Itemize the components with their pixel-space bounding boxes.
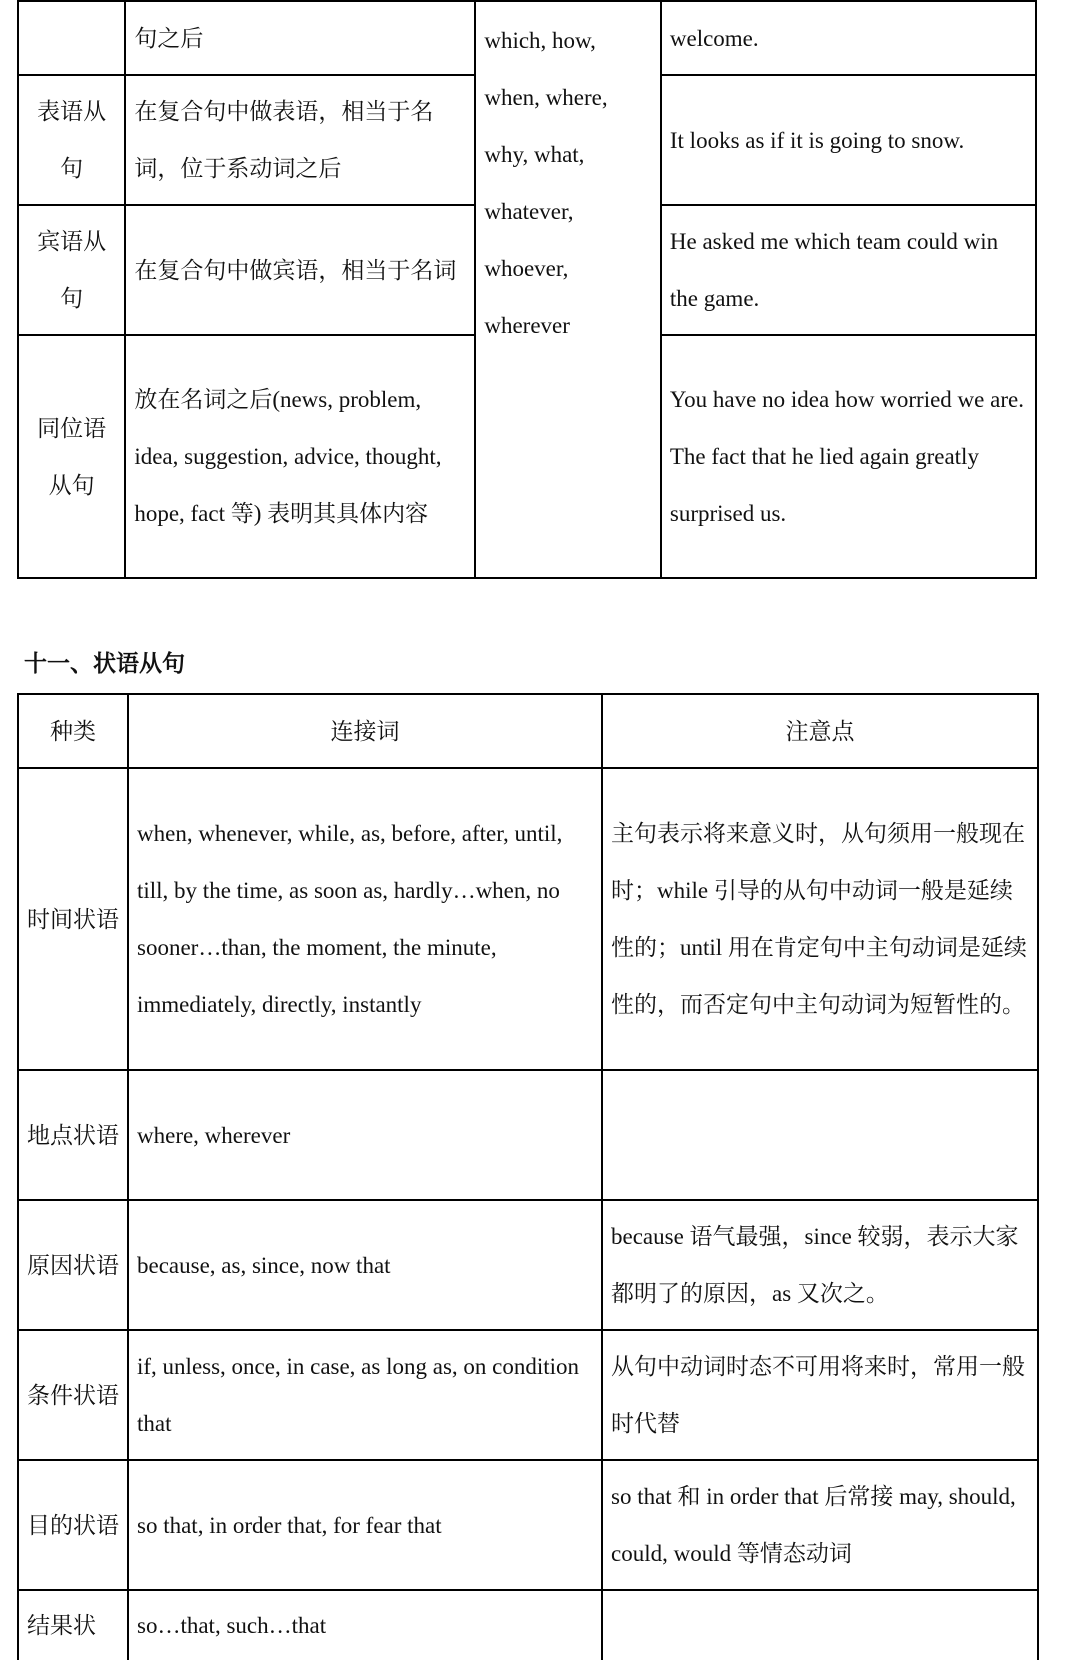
usage-cell: 放在名词之后(news, problem, idea, suggestion, advice, thought, hope, fact 等) 表明其具体内容 (125, 335, 475, 578)
adverbial-type-cell: 结果状 (18, 1590, 128, 1660)
note-cell: 从句中动词时态不可用将来时，常用一般时代替 (602, 1330, 1038, 1460)
clause-type-cell: 宾语从句 (18, 205, 125, 335)
note-cell: so that 和 in order that 后常接 may, should, could, would 等情态动词 (602, 1460, 1038, 1590)
note-cell: because 语气最强，since 较弱，表示大家都明了的原因，as 又次之。 (602, 1200, 1038, 1330)
adverbial-type-cell: 条件状语 (18, 1330, 128, 1460)
usage-cell: 在复合句中做表语，相当于名词，位于系动词之后 (125, 75, 475, 205)
example-line: The fact that he lied again greatly surprised us. (669, 444, 979, 526)
example-line: You have no idea how worried we are. (669, 387, 1024, 412)
clause-type-cell: 同位语从句 (18, 335, 125, 578)
adverbial-type-cell: 地点状语 (18, 1070, 128, 1200)
connectors-cell: when, whenever, while, as, before, after, until, till, by the time, as soon as, hardly…when, no sooner…than, the moment, the minute, immediately, directly, instantly (128, 768, 602, 1070)
header-connectors: 连接词 (128, 694, 602, 768)
adverbial-type-cell: 原因状语 (18, 1200, 128, 1330)
note-cell: 主句表示将来意义时，从句须用一般现在时；while 引导的从句中动词一般是延续性的；until 用在肯定句中主句动词是延续性的，而否定句中主句动词为短暂性的。 (602, 768, 1038, 1070)
connectors-cell: because, as, since, now that (128, 1200, 602, 1330)
connector-words-cell (475, 1, 661, 578)
connectors-cell: where, wherever (128, 1070, 602, 1200)
header-type: 种类 (18, 694, 128, 768)
connectors-cell: so…that, such…that (128, 1590, 602, 1660)
adverbial-type-cell: 目的状语 (18, 1460, 128, 1590)
clause-type-cell (18, 1, 125, 75)
connector-words-text: which, how, when, where, why, what, whatever, whoever, wherever (484, 28, 608, 338)
example-cell: welcome. (661, 1, 1036, 75)
noun-clause-table (17, 0, 1037, 579)
connectors-cell: if, unless, once, in case, as long as, on condition that (128, 1330, 602, 1460)
example-cell: It looks as if it is going to snow. (661, 75, 1036, 205)
adverbial-type-cell: 时间状语 (18, 768, 128, 1070)
example-cell (661, 335, 1036, 578)
note-cell (602, 1070, 1038, 1200)
connectors-cell: so that, in order that, for fear that (128, 1460, 602, 1590)
note-cell (602, 1590, 1038, 1660)
usage-cell: 句之后 (125, 1, 475, 75)
adverbial-clause-table (17, 693, 1039, 1660)
header-notes: 注意点 (602, 694, 1038, 768)
example-cell: He asked me which team could win the game. (661, 205, 1036, 335)
section-title: 十一、状语从句 (24, 651, 185, 677)
usage-cell: 在复合句中做宾语，相当于名词 (125, 205, 475, 335)
clause-type-cell: 表语从句 (18, 75, 125, 205)
